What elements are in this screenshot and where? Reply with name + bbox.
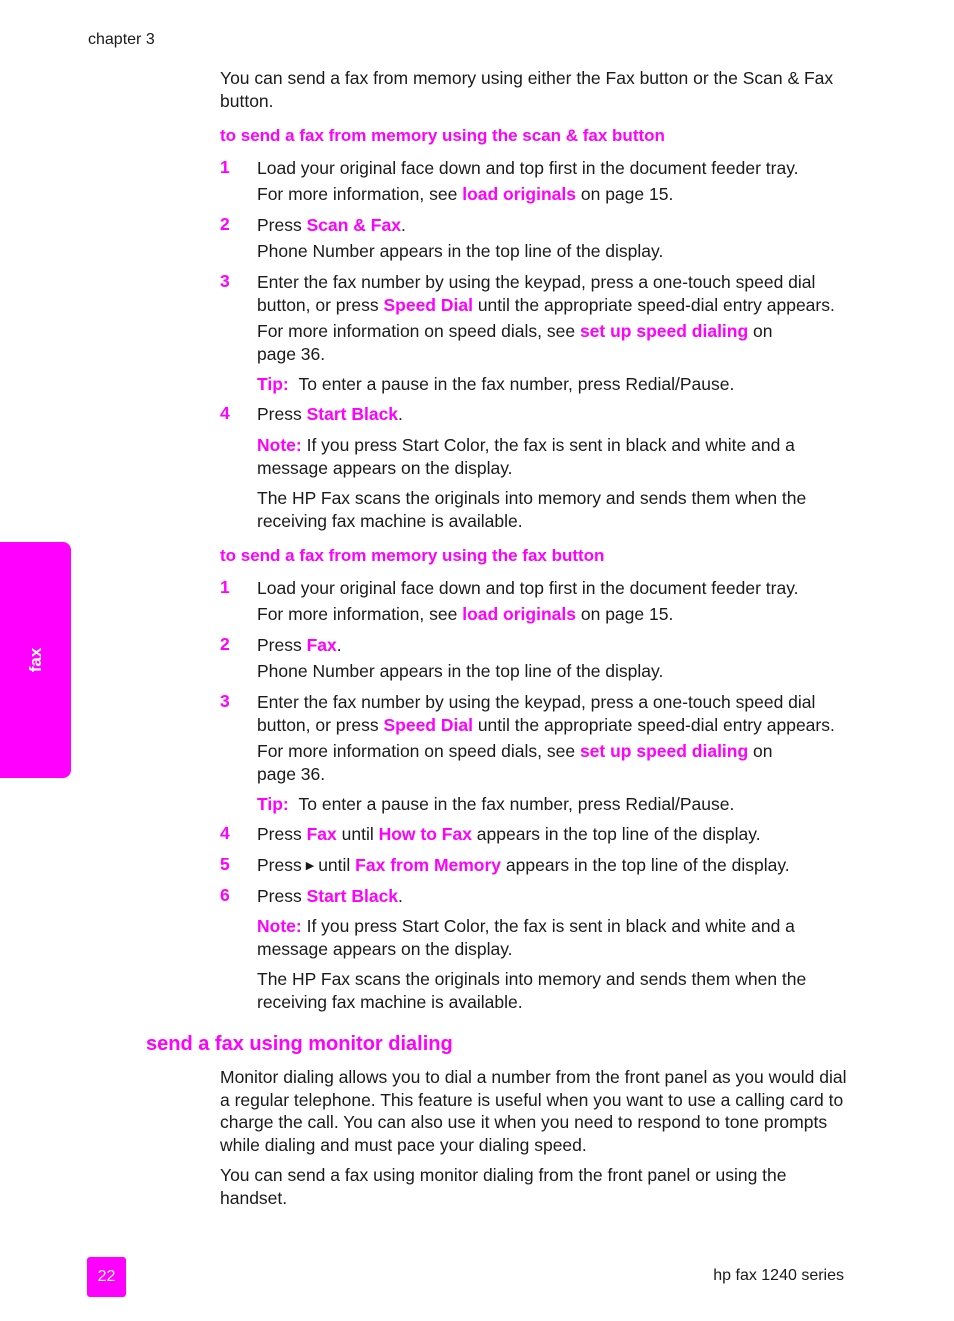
step-number: 1 xyxy=(220,157,230,177)
how-to-fax-menu: How to Fax xyxy=(378,824,472,844)
monitor-paragraph-1: Monitor dialing allows you to dial a number from the front panel as you would dial a regular telephone. This feature is useful when you want to use a calling card to charge the call. You can also use it when you need to respond to tone prompts while dialing and must pace your dialing speed. xyxy=(220,1067,847,1155)
step-number: 1 xyxy=(220,577,230,597)
subheading-fax-button: to send a fax from memory using the fax button xyxy=(220,546,605,565)
chapter-side-tab xyxy=(0,542,71,778)
step-text: Enter the fax number by using the keypad, press a one-touch speed dial button, or press Speed Dial until the appropriate speed-dial entry appears. xyxy=(257,272,835,315)
fax-from-memory-menu: Fax from Memory xyxy=(355,855,502,875)
start-black-key: Start Black xyxy=(306,404,399,424)
step-more-info: For more information on speed dials, see set up speed dialing on page 36. xyxy=(257,321,773,364)
step-more-info: For more information on speed dials, see set up speed dialing on page 36. xyxy=(257,741,773,784)
step-text: Press Start Black. xyxy=(257,404,403,424)
tip: Tip: To enter a pause in the fax number, press Redial/Pause. xyxy=(257,794,735,814)
step-number: 3 xyxy=(220,271,230,291)
note: Note: If you press Start Color, the fax is sent in black and white and a message appears on the display. xyxy=(257,435,795,478)
right-arrow-icon: ▶ xyxy=(305,860,315,872)
scan-fax-key: Scan & Fax xyxy=(306,215,401,235)
step-text: Press Start Black. xyxy=(257,886,403,906)
step-number: 6 xyxy=(220,885,230,905)
speed-dialing-link[interactable]: set up speed dialing xyxy=(579,321,749,341)
speed-dial-key: Speed Dial xyxy=(383,294,473,315)
step-text: Press Fax until How to Fax appears in the top line of the display. xyxy=(257,824,761,844)
load-originals-link[interactable]: load originals xyxy=(462,604,576,624)
step-number: 4 xyxy=(220,403,230,423)
step-text: Load your original face down and top first in the document feeder tray. xyxy=(257,578,799,598)
step-more-info: For more information, see load originals on page 15. xyxy=(257,604,674,624)
page-number: 22 xyxy=(87,1257,126,1297)
step-text: Press ▶ until Fax from Memory appears in the top line of the display. xyxy=(257,854,852,878)
step-number: 5 xyxy=(220,854,230,874)
step-number: 2 xyxy=(220,634,230,654)
step-text: Load your original face down and top first in the document feeder tray. xyxy=(257,158,799,178)
result-paragraph: The HP Fax scans the originals into memory and sends them when the receiving fax machine is available. xyxy=(257,969,807,1012)
load-originals-link[interactable]: load originals xyxy=(462,184,576,204)
step-number: 4 xyxy=(220,823,230,843)
fax-key: Fax xyxy=(306,824,337,844)
step-text: Press Scan & Fax. xyxy=(257,215,406,235)
step-more-info: For more information, see load originals on page 15. xyxy=(257,184,674,204)
step-result: Phone Number appears in the top line of the display. xyxy=(257,661,664,681)
step-result: Phone Number appears in the top line of the display. xyxy=(257,241,664,261)
tip: Tip: To enter a pause in the fax number, press Redial/Pause. xyxy=(257,374,735,394)
speed-dial-key: Speed Dial xyxy=(383,714,473,735)
result-paragraph: The HP Fax scans the originals into memory and sends them when the receiving fax machine is available. xyxy=(257,488,807,531)
subheading-scan-fax: to send a fax from memory using the scan & fax button xyxy=(220,126,665,145)
start-black-key: Start Black xyxy=(306,886,399,906)
chapter-label: chapter 3 xyxy=(88,31,155,48)
side-tab-label: fax xyxy=(26,647,45,673)
monitor-paragraph-2: You can send a fax using monitor dialing from the front panel or using the handset. xyxy=(220,1165,787,1208)
note: Note: If you press Start Color, the fax is sent in black and white and a message appears on the display. xyxy=(257,916,795,959)
section-heading-monitor-dialing: send a fax using monitor dialing xyxy=(146,1033,453,1055)
product-name: hp fax 1240 series xyxy=(713,1267,844,1284)
fax-key: Fax xyxy=(306,635,337,655)
step-number: 3 xyxy=(220,691,230,711)
step-number: 2 xyxy=(220,214,230,234)
step-text: Enter the fax number by using the keypad, press a one-touch speed dial button, or press Speed Dial until the appropriate speed-dial entry appears. xyxy=(257,692,835,735)
speed-dialing-link[interactable]: set up speed dialing xyxy=(579,741,749,761)
intro-paragraph: You can send a fax from memory using either the Fax button or the Scan & Fax button. xyxy=(220,68,834,111)
step-text: Press Fax. xyxy=(257,635,342,655)
